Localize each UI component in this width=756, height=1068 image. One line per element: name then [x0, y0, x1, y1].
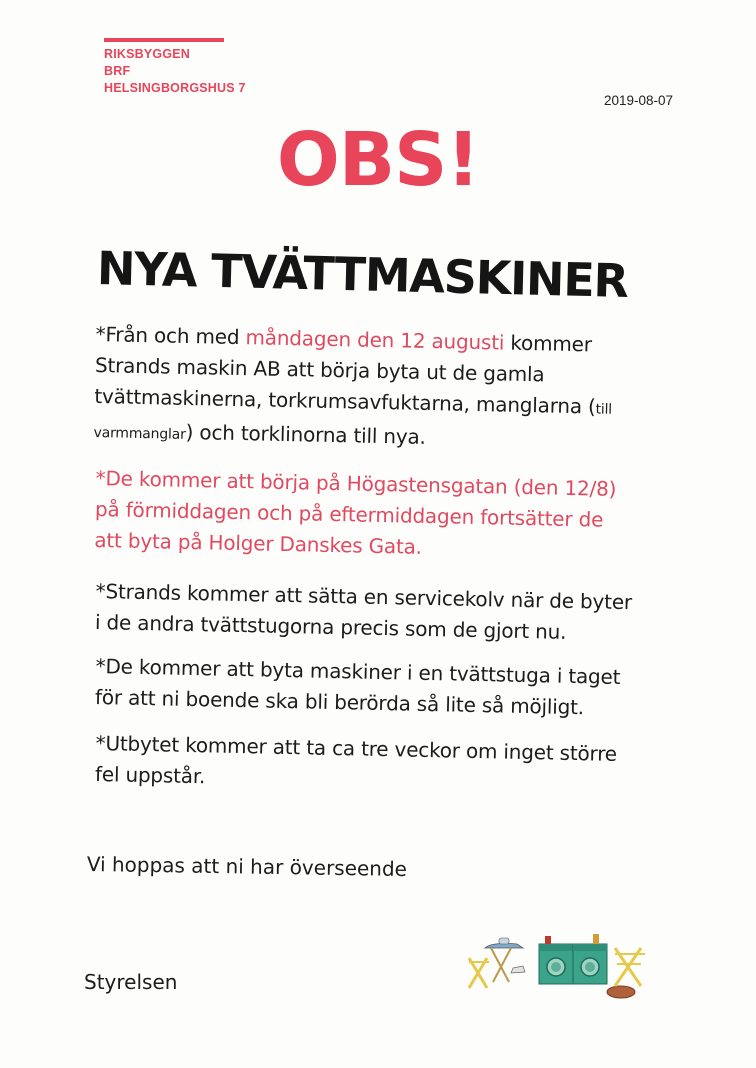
org-accent-bar: [104, 38, 224, 42]
text-run: kommer: [503, 330, 593, 357]
paragraph-schedule: [94, 463, 676, 568]
headline: NYA TVÄTTMASKINER: [96, 241, 629, 308]
paragraph-line: *Utbytet kommer att ta ca tre veckor om inget större: [95, 730, 618, 766]
paragraph-service: [95, 576, 676, 650]
org-line: HELSINGBORGSHUS 7: [104, 81, 246, 95]
drying-rack-icon: [469, 958, 489, 988]
small-text: varmmanglar: [93, 424, 186, 443]
washing-machine-icon: [573, 944, 607, 984]
paragraph-line: *De kommer att börja på Högastensgatan (den 12/8): [95, 465, 617, 501]
paragraph-duration: [95, 728, 676, 802]
text-run: *Från och med: [95, 321, 246, 350]
paragraph-line: *Strands kommer att sätta en servicekolv när de byter: [95, 578, 633, 615]
org-line: RIKSBYGGEN: [104, 47, 191, 61]
detergent-bottle-icon: [593, 934, 599, 944]
text-run: ) och torklinorna till nya.: [185, 419, 426, 449]
paragraph-line: i de andra tvättstugorna precis som de gjort nu.: [94, 609, 567, 644]
paragraph-line: att byta på Holger Danskes Gata.: [94, 527, 423, 559]
paragraph-start-date: [93, 319, 676, 461]
highlight-date: måndagen den 12 augusti: [245, 325, 505, 355]
paragraph-line: på förmiddagen och på eftermiddagen fortsätter de: [94, 496, 604, 532]
iron-icon: [511, 966, 525, 973]
obs-title: OBS!: [276, 117, 480, 203]
org-line: BRF: [104, 64, 131, 78]
laundry-clipart-icon: [465, 926, 650, 1006]
signature: Styrelsen: [84, 970, 178, 994]
paragraph-line: för att ni boende ska bli berörda så lite så möjligt.: [94, 684, 585, 720]
closing-text: Vi hoppas att ni har överseende: [86, 852, 408, 882]
notice-date: 2019-08-07: [604, 93, 674, 108]
small-text: till: [595, 401, 613, 418]
washing-machine-icon: [539, 944, 573, 984]
paragraph-line: *De kommer att byta maskiner i en tvättstuga i taget: [95, 653, 621, 689]
drying-rack-icon: [615, 948, 645, 986]
paragraph-line: Strands maskin AB att börja byta ut de gamla: [94, 352, 545, 387]
paragraph-line: fel uppstår.: [94, 761, 206, 789]
paragraph-one-at-a-time: [95, 651, 676, 725]
text-run: tvättmaskinerna, torkrumsavfuktarna, manglarna (: [94, 383, 596, 419]
ironing-board-icon: [485, 938, 523, 982]
organization-block: [104, 46, 246, 97]
laundry-basket-icon: [607, 986, 635, 998]
detergent-bottle-icon: [545, 936, 551, 944]
